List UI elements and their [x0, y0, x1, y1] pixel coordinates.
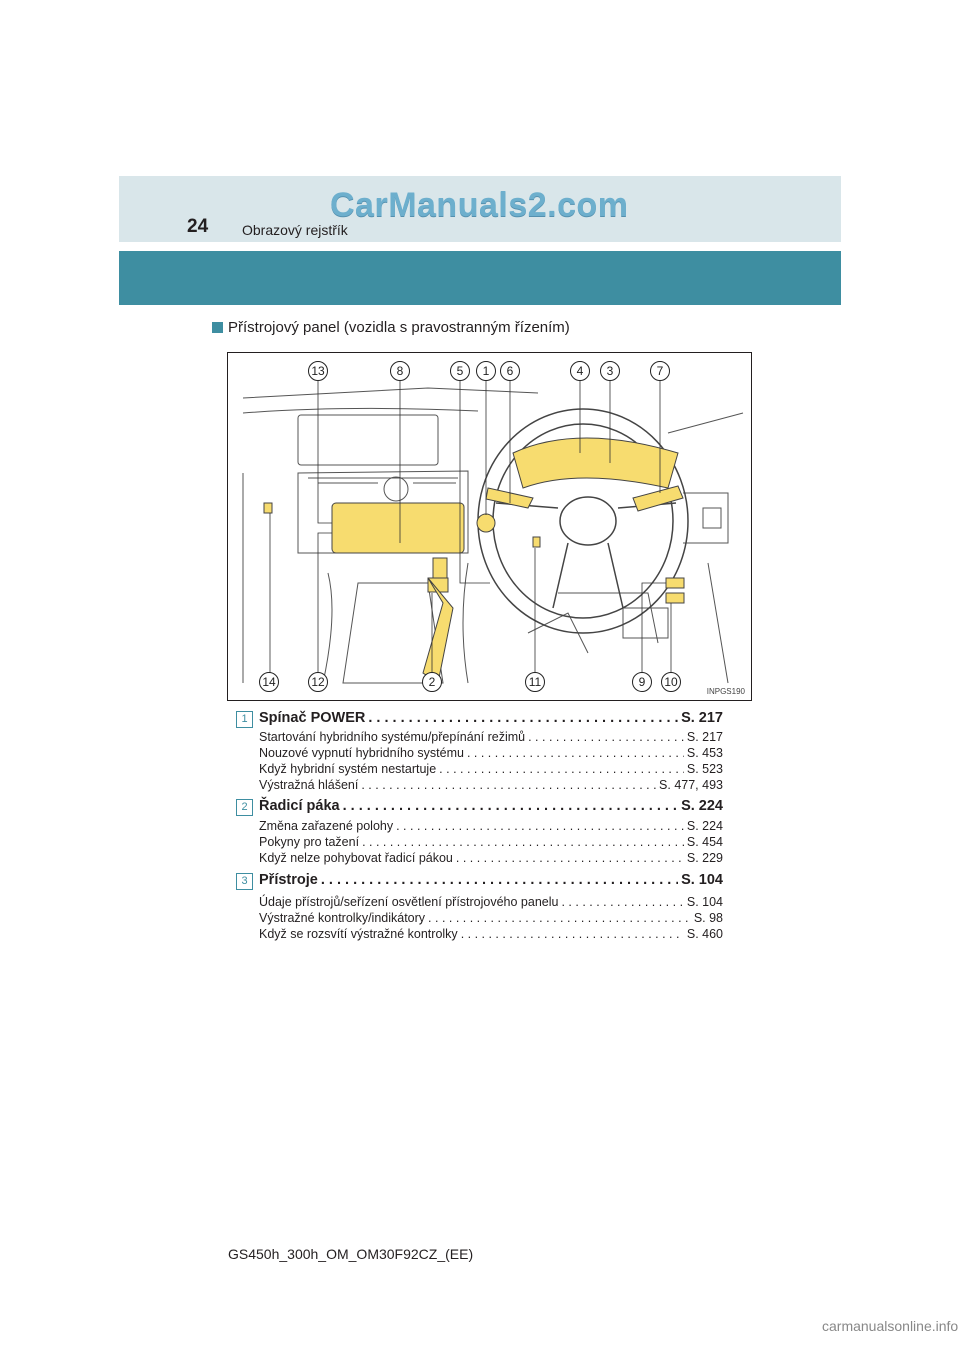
entry-sub-row [259, 911, 723, 925]
sub-label: Startování hybridního systému/přepínání režimů [259, 730, 526, 744]
sub-label: Když se rozsvítí výstražné kontrolky [259, 927, 458, 941]
callout-5: 5 [450, 361, 470, 381]
document-code-footer: GS450h_300h_OM_OM30F92CZ_(EE) [228, 1246, 474, 1262]
dot-leader [361, 778, 656, 792]
sub-label: Nouzové vypnutí hybridního systému [259, 746, 464, 760]
entry-number-badge: 3 [236, 873, 253, 890]
sub-label: Výstražné kontrolky/indikátory [259, 911, 426, 925]
callout-8: 8 [390, 361, 410, 381]
entry-page-link[interactable]: S. 224 [681, 798, 723, 814]
left-lever-highlight [486, 488, 533, 508]
sub-page-link[interactable]: S. 224 [686, 819, 723, 833]
dot-leader [439, 762, 684, 776]
display-screen [298, 415, 438, 465]
callout-1: 1 [476, 361, 496, 381]
small-switch-highlight [533, 537, 540, 547]
power-switch-highlight [477, 514, 495, 532]
dot-leader [362, 835, 684, 849]
bottom-watermark: carmanualsonline.info [822, 1318, 959, 1334]
callout-2: 2 [422, 672, 442, 692]
sub-label: Údaje přístrojů/seřízení osvětlení přístrojového panelu [259, 895, 559, 909]
callout-7: 7 [650, 361, 670, 381]
header-bar [119, 251, 841, 305]
section-title: Obrazový rejstřík [242, 222, 348, 238]
callout-4: 4 [570, 361, 590, 381]
heading-text: Přístrojový panel (vozidla s pravostranným řízením) [228, 319, 570, 336]
entry-main-row [259, 872, 723, 888]
shift-lever-highlight [423, 578, 453, 683]
entry-sub-row [259, 851, 723, 865]
switch-14-highlight [264, 503, 272, 513]
switch-9-highlight [666, 578, 684, 588]
entry-sub-row [259, 835, 723, 849]
index-entry [236, 872, 724, 944]
entry-main-row [259, 710, 723, 726]
dot-leader [428, 911, 691, 925]
subsection-heading [212, 319, 570, 336]
callout-9: 9 [632, 672, 652, 692]
dot-leader [528, 730, 684, 744]
watermark-logo: CarManuals2.com [330, 186, 629, 224]
sub-label: Když hybridní systém nestartuje [259, 762, 437, 776]
index-entry [236, 710, 724, 798]
entry-page-link[interactable]: S. 104 [681, 872, 723, 888]
dashboard-drawing [228, 353, 751, 700]
sub-label: Když nelze pohybovat řadicí pákou [259, 851, 453, 865]
sub-page-link[interactable]: S. 460 [686, 927, 723, 941]
sub-page-link[interactable]: S. 454 [686, 835, 723, 849]
sub-label: Změna zařazené polohy [259, 819, 394, 833]
sub-page-link[interactable]: S. 523 [686, 762, 723, 776]
dot-leader [368, 710, 678, 726]
entry-sub-row [259, 819, 723, 833]
entry-title: Spínač POWER [259, 710, 366, 726]
index-entry [236, 798, 724, 870]
callout-13: 13 [308, 361, 328, 381]
dot-leader [467, 746, 684, 760]
entry-sub-row [259, 730, 723, 744]
callout-12: 12 [308, 672, 328, 692]
callout-14: 14 [259, 672, 279, 692]
entry-main-row [259, 798, 723, 814]
entry-sub-row [259, 778, 723, 792]
sub-label: Výstražná hlášení [259, 778, 359, 792]
entry-sub-row [259, 762, 723, 776]
callout-10: 10 [661, 672, 681, 692]
entry-title: Řadicí páka [259, 798, 340, 814]
audio-panel-highlight [332, 503, 464, 553]
figure-code: INPGS190 [706, 687, 745, 696]
dot-leader [461, 927, 684, 941]
entry-title: Přístroje [259, 872, 318, 888]
dot-leader [396, 819, 684, 833]
sub-label: Pokyny pro tažení [259, 835, 360, 849]
dot-leader [456, 851, 684, 865]
heading-square-icon [212, 322, 223, 333]
entry-sub-row [259, 895, 723, 909]
entry-number-badge: 1 [236, 711, 253, 728]
dot-leader [321, 872, 678, 888]
callout-6: 6 [500, 361, 520, 381]
right-lever-highlight [633, 486, 683, 511]
sub-page-link[interactable]: S. 229 [686, 851, 723, 865]
dot-leader [343, 798, 678, 814]
dashboard-illustration [227, 352, 752, 701]
sub-page-link[interactable]: S. 453 [686, 746, 723, 760]
entry-sub-row [259, 927, 723, 941]
entry-sub-row [259, 746, 723, 760]
sub-page-link[interactable]: S. 98 [693, 911, 723, 925]
sub-page-link[interactable]: S. 477, 493 [659, 778, 723, 792]
callout-11: 11 [525, 672, 545, 692]
entry-page-link[interactable]: S. 217 [681, 710, 723, 726]
instrument-cluster-highlight [513, 438, 678, 488]
entry-number-badge: 2 [236, 799, 253, 816]
switch-10-highlight [666, 593, 684, 603]
sub-page-link[interactable]: S. 104 [686, 895, 723, 909]
callout-3: 3 [600, 361, 620, 381]
sub-page-link[interactable]: S. 217 [686, 730, 723, 744]
dot-leader [561, 895, 683, 909]
page-number: 24 [187, 216, 209, 237]
